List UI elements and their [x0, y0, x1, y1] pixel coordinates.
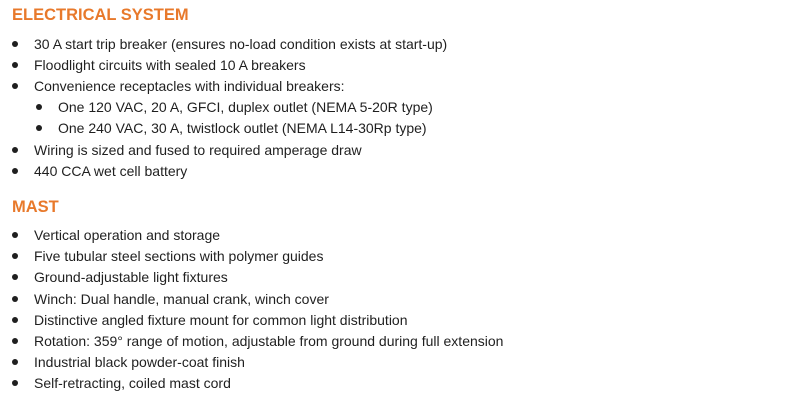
electrical-system-heading: ELECTRICAL SYSTEM — [12, 6, 189, 24]
bullet-icon — [12, 232, 18, 238]
list-item — [34, 353, 245, 371]
bullet-icon — [12, 253, 18, 259]
bullet-icon — [12, 296, 18, 302]
list-item — [34, 374, 231, 392]
list-item — [34, 290, 329, 308]
list-item-text: Convenience receptacles with individual breakers: — [34, 78, 345, 94]
list-item — [34, 35, 447, 53]
list-item — [34, 56, 306, 74]
bullet-icon — [12, 41, 18, 47]
bullet-icon — [12, 83, 18, 89]
bullet-icon — [12, 62, 18, 68]
list-item — [34, 247, 323, 265]
list-item — [34, 268, 228, 286]
list-item-text: Industrial black powder-coat finish — [34, 354, 245, 370]
list-item-text: One 120 VAC, 20 A, GFCI, duplex outlet (NEMA 5-20R type) — [58, 99, 433, 115]
list-item-text: One 240 VAC, 30 A, twistlock outlet (NEMA L14-30Rp type) — [58, 120, 427, 136]
list-item-text: Winch: Dual handle, manual crank, winch cover — [34, 291, 329, 307]
mast-heading: MAST — [12, 198, 59, 216]
bullet-icon — [36, 125, 42, 131]
list-item — [34, 77, 345, 95]
list-item-text: Ground-adjustable light fixtures — [34, 269, 228, 285]
list-item-text: Floodlight circuits with sealed 10 A breakers — [34, 57, 306, 73]
sub-list-item — [58, 119, 427, 137]
list-item — [34, 226, 220, 244]
list-item — [34, 332, 503, 350]
list-item-text: Rotation: 359° range of motion, adjustable from ground during full extension — [34, 333, 504, 349]
bullet-icon — [12, 274, 18, 280]
list-item-text: 30 A start trip breaker (ensures no-load condition exists at start-up) — [34, 36, 448, 52]
bullet-icon — [12, 359, 18, 365]
list-item — [34, 162, 187, 180]
sub-list-item — [58, 98, 433, 116]
bullet-icon — [12, 380, 18, 386]
list-item-text: Distinctive angled fixture mount for common light distribution — [34, 312, 408, 328]
list-item-text: Five tubular steel sections with polymer guides — [34, 248, 324, 264]
list-item-text: Wiring is sized and fused to required amperage draw — [34, 142, 362, 158]
bullet-icon — [12, 168, 18, 174]
bullet-icon — [12, 147, 18, 153]
bullet-icon — [12, 338, 18, 344]
list-item-text: Vertical operation and storage — [34, 227, 221, 243]
list-item-text: Self-retracting, coiled mast cord — [34, 375, 231, 391]
bullet-icon — [36, 104, 42, 110]
list-item — [34, 311, 408, 329]
list-item-text: 440 CCA wet cell battery — [34, 163, 188, 179]
list-item — [34, 141, 362, 159]
bullet-icon — [12, 317, 18, 323]
